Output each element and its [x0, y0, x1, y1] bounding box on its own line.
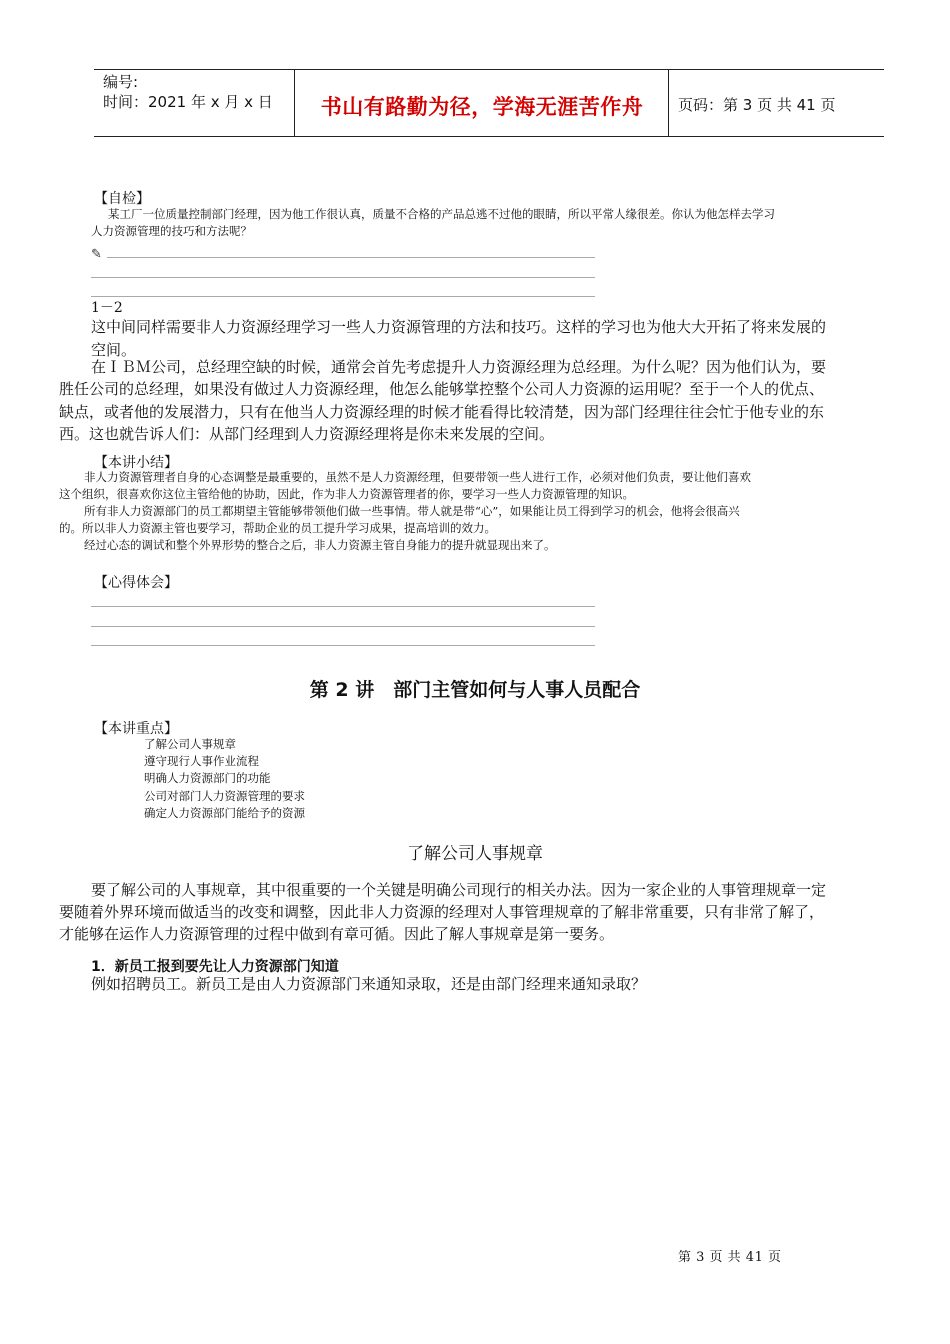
self-check-question-line2: 人力资源管理的技巧和方法呢？	[91, 224, 252, 238]
section-number: 1－2	[91, 300, 123, 316]
summary-p2-line1: 所有非人力资源部门的员工都期望主管能够带领他们做一些事情。带人就是带“心”，如果能让员工得到学习的机会，他将会很高兴	[84, 504, 740, 518]
header-table	[94, 69, 884, 137]
rules-para-line3: 才能够在运作人力资源管理的过程中做到有章可循。因此了解人事规章是第一要务。	[59, 925, 615, 943]
answer-line-3	[91, 296, 595, 297]
item1-text: 例如招聘员工。新员工是由人力资源部门来通知录取，还是由部门经理来通知录取？	[91, 975, 647, 993]
section-paragraph-1	[91, 316, 921, 361]
para2-line2: 胜任公司的总经理，如果没有做过人力资源经理，他怎么能够掌控整个公司人力资源的运用呢？至于一个人的优点、	[59, 380, 825, 398]
key-point-item: 明确人力资源部门的功能	[144, 771, 271, 786]
section-subtitle: 了解公司人事规章	[407, 844, 543, 864]
header-meta	[103, 72, 273, 112]
key-point-item: 了解公司人事规章	[144, 737, 236, 751]
reflection-line-1	[91, 606, 595, 607]
header-time-label: 时间：2021 年 x 月 x 日	[103, 93, 273, 111]
key-point-item: 公司对部门人力资源管理的要求	[144, 788, 305, 803]
lecture-title: 第 2 讲 部门主管如何与人事人员配合	[309, 679, 641, 701]
rules-para-line2: 要随着外界环境而做适当的改变和调整，因此非人力资源的经理对人事管理规章的了解非常重要，只有非常了解了，	[59, 903, 825, 921]
para2-line3: 缺点，或者他的发展潜力，只有在他当人力资源经理的时候才能看得比较清楚，因为部门经理往往会忙于他专业的东	[59, 402, 825, 421]
key-point-item: 遵守现行人事作业流程	[144, 754, 259, 769]
footer-page-number: 第 3 页 共 41 页	[678, 1250, 782, 1265]
reflection-line-3	[91, 645, 595, 646]
answer-line-2	[91, 277, 595, 278]
header-number-label: 编号:	[103, 73, 139, 91]
summary-heading: 【本讲小结】	[94, 455, 178, 471]
summary-p2-line2: 的。所以非人力资源主管也要学习，帮助企业的员工提升学习成果，提高培训的效力。	[59, 521, 496, 535]
header-page-info: 页码：第 3 页 共 41 页	[678, 96, 836, 114]
answer-line-1	[107, 257, 595, 258]
summary-p1-line2: 这个组织，很喜欢你这位主管给他的协助，因此，作为非人力资源管理者的你，要学习一些人力资源管理的知识。	[59, 487, 634, 501]
section-paragraph-2-cont	[59, 378, 824, 446]
key-points-list	[144, 736, 305, 822]
self-check-heading: 【自检】	[94, 191, 150, 207]
key-points-heading: 【本讲重点】	[94, 721, 178, 737]
summary-p1-line1: 非人力资源管理者自身的心态调整是最重要的，虽然不是人力资源经理，但要带领一些人进行工作，必须对他们负责，要让他们喜欢	[84, 470, 751, 484]
key-point-item: 确定人力资源部门能给予的资源	[144, 805, 305, 820]
item1-heading: 1．新员工报到要先让人力资源部门知道	[91, 959, 339, 975]
self-check-question-line1: 某工厂一位质量控制部门经理，因为他工作很认真，质量不合格的产品总逃不过他的眼睛，所以平常人缘很差。你认为他怎样去学习	[108, 207, 775, 221]
para1-line2: 空间。	[91, 340, 137, 359]
para2-line1: 在ＩＢＭ公司，总经理空缺的时候，通常会首先考虑提升人力资源经理为总经理。为什么呢？因为他们认为，要	[91, 358, 827, 376]
summary-p3-line1: 经过心态的调试和整个外界形势的整合之后，非人力资源主管自身能力的提升就显现出来了。	[84, 538, 556, 552]
reflection-line-2	[91, 626, 595, 627]
section-paragraph-2	[91, 356, 826, 379]
para2-line4: 西。这也就告诉人们：从部门经理到人力资源经理将是你未来发展的空间。	[59, 425, 555, 443]
pencil-icon: ✎	[91, 247, 102, 262]
para1-line1: 这中间同样需要非人力资源经理学习一些人力资源管理的方法和技巧。这样的学习也为他大大开拓了将来发展的	[91, 318, 827, 336]
rules-para-line1: 要了解公司的人事规章，其中很重要的一个关键是明确公司现行的相关办法。因为一家企业的人事管理规章一定	[91, 881, 827, 899]
header-motto: 书山有路勤为径，学海无涯苦作舟	[320, 95, 644, 119]
reflection-heading: 【心得体会】	[94, 575, 178, 591]
